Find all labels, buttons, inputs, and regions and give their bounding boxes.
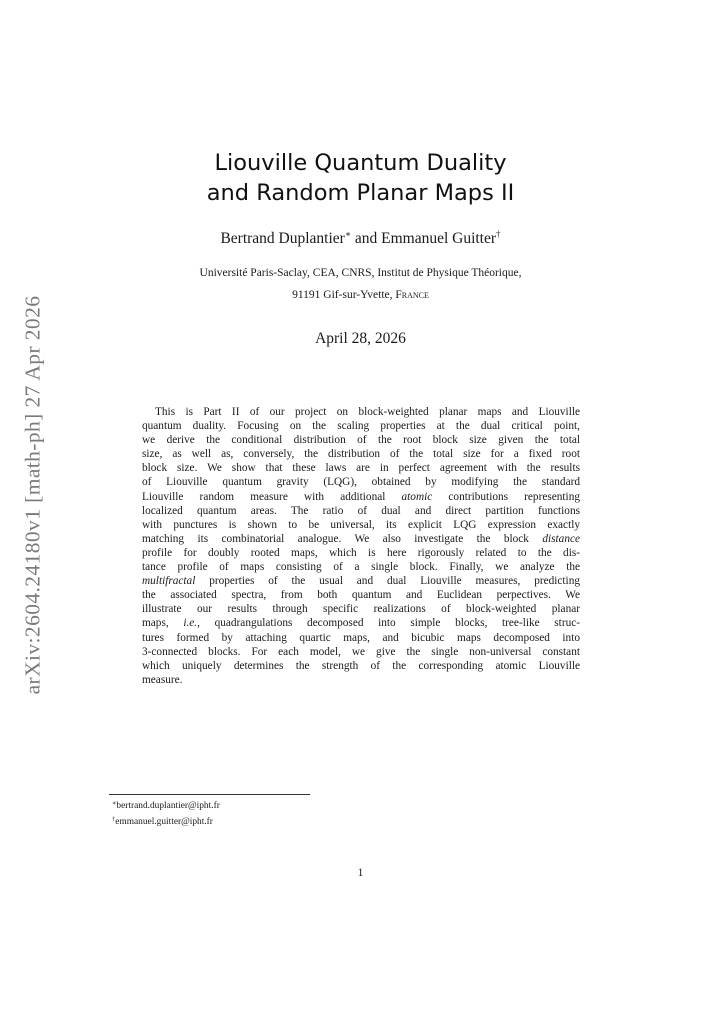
author-2-footnote-mark: † xyxy=(496,229,501,239)
abstract-text: contributions representing xyxy=(432,490,580,503)
abstract-line: size, as well as, conversely, the distribution of the total size for a fixed root xyxy=(142,448,580,461)
affiliation-country: France xyxy=(395,289,429,301)
authors xyxy=(0,229,721,248)
paper-title xyxy=(0,148,721,208)
abstract-text: matching its combinatorial analogue. We also investigate the block xyxy=(142,532,543,545)
affiliation-line-1: Université Paris-Saclay, CEA, CNRS, Institut de Physique Théorique, xyxy=(199,267,522,279)
affiliation-line-2 xyxy=(0,284,721,306)
author-1: Bertrand Duplantier xyxy=(220,230,345,247)
abstract-line: 3-connected blocks. For each model, we give the single non-universal constant xyxy=(142,645,580,658)
abstract-line xyxy=(142,616,580,630)
abstract-line: profile for doubly rooted maps, which is here rigorously related to the dis- xyxy=(142,546,580,559)
abstract-text: properties of the usual and dual Liouville measures, predicting xyxy=(195,575,580,588)
arxiv-identifier-text: arXiv:2604.24180v1 [math-ph] 27 Apr 2026 xyxy=(20,295,45,695)
footnote-divider xyxy=(109,794,310,795)
abstract-line: illustrate our results through specific realizations of block-weighted planar xyxy=(142,603,580,616)
abstract-line: measure. xyxy=(142,673,183,686)
footnotes xyxy=(112,797,220,829)
affiliation-city: 91191 Gif-sur-Yvette, xyxy=(292,289,396,301)
footnote-2-mark: † xyxy=(112,816,116,823)
abstract-line: block size. We show that these laws are in perfect agreement with the results xyxy=(142,462,580,475)
abstract-emphasis: atomic xyxy=(401,490,433,503)
abstract-line: with punctures is shown to be universal, its explicit LQG expression exactly xyxy=(142,518,580,531)
abstract xyxy=(142,405,580,687)
abstract-text: maps, xyxy=(142,617,184,630)
footnote-2-email: emmanuel.guitter@ipht.fr xyxy=(115,817,213,827)
footnote-1-mark: ∗ xyxy=(112,800,117,807)
abstract-line: tures formed by attaching quartic maps, and bicubic maps decomposed into xyxy=(142,631,580,644)
abstract-line: we derive the conditional distribution of the root block size given the total xyxy=(142,434,580,447)
abstract-line: quantum duality. Focusing on the scaling properties at the dual critical point, xyxy=(142,420,580,433)
title-line-2: and Random Planar Maps II xyxy=(206,180,515,206)
abstract-line: localized quantum areas. The ratio of dual and direct partition functions xyxy=(142,504,580,517)
abstract-emphasis: i.e. xyxy=(183,617,198,630)
author-1-footnote-mark: ∗ xyxy=(344,229,351,239)
abstract-emphasis: multifractal xyxy=(142,575,196,588)
abstract-line: tance profile of maps consisting of a single block. Finally, we analyze the xyxy=(142,561,580,574)
paper-date: April 28, 2026 xyxy=(315,330,406,347)
title-line-1: Liouville Quantum Duality xyxy=(214,150,507,176)
abstract-line: which uniquely determines the strength of the corresponding atomic Liouville xyxy=(142,659,580,672)
author-connector: and xyxy=(350,230,382,247)
page-number: 1 xyxy=(357,867,364,879)
footnote-2 xyxy=(112,813,220,829)
abstract-emphasis: distance xyxy=(542,532,580,545)
abstract-line: This is Part II of our project on block-weighted planar maps and Liouville xyxy=(155,406,580,418)
abstract-line xyxy=(142,574,580,588)
affiliation xyxy=(0,262,721,306)
footnote-1-email: bertrand.duplantier@ipht.fr xyxy=(116,801,220,811)
footnote-1 xyxy=(112,797,220,813)
abstract-text: , quadrangulations decomposed into simple blocks, tree-like struc- xyxy=(197,617,581,630)
author-2: Emmanuel Guitter xyxy=(381,230,497,247)
abstract-line: the associated spectra, from both quantum and Euclidean perpectives. We xyxy=(142,589,580,602)
abstract-line: of Liouville quantum gravity (LQG), obtained by modifying the standard xyxy=(142,476,580,489)
abstract-line xyxy=(142,532,580,546)
abstract-line xyxy=(142,490,580,504)
abstract-text: Liouville random measure with additional xyxy=(142,490,402,503)
